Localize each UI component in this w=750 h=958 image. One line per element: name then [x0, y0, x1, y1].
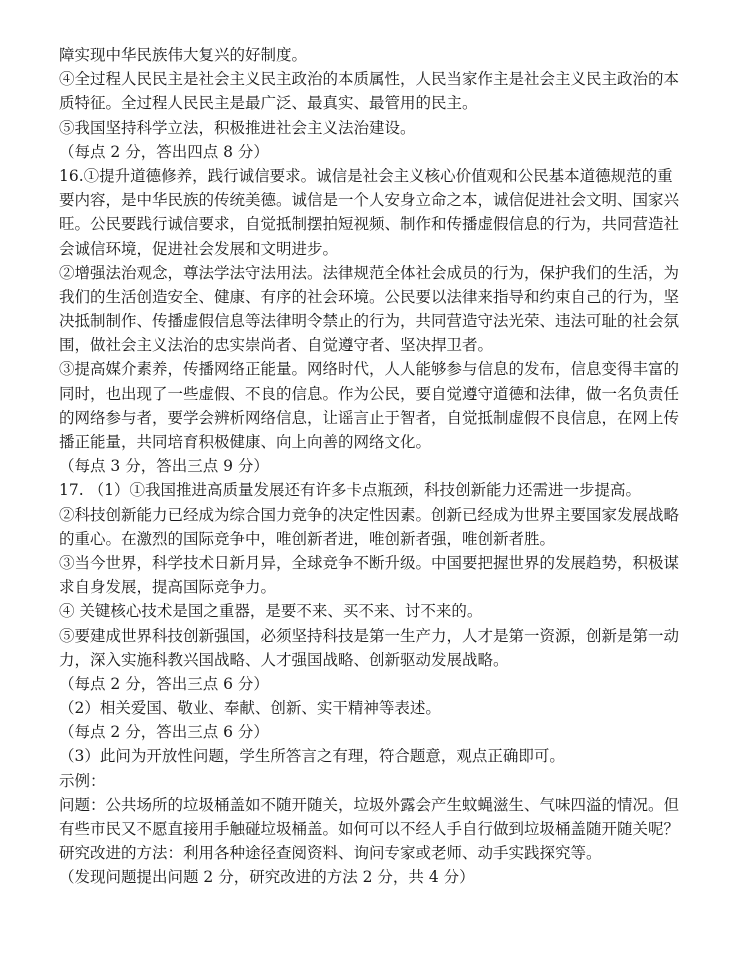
text-line: 的重心。在激烈的国际竞争中，唯创新者进，唯创新者强，唯创新者胜。	[59, 529, 556, 548]
text-line: 围，做社会主义法治的忠实崇尚者、自觉遵守者、坚决捍卫者。	[59, 336, 494, 355]
text-line: ④ 关键核心技术是国之重器，是要不来、买不来、讨不来的。	[59, 602, 483, 621]
text-line: 研究改进的方法：利用各种途径查阅资料、询问专家或老师、动手实践探究等。	[59, 844, 602, 863]
text-line: 同时，也出现了一些虚假、不良的信息。作为公民，要自觉遵守道德和法律，做一名负责任	[59, 384, 680, 403]
text-line: 旺。公民要践行诚信要求，自觉抵制摆拍短视频、制作和传播虚假信息的行为，共同营造社	[59, 215, 680, 234]
text-line: 决抵制制作、传播虚假信息等法律明令禁止的行为，共同营造守法光荣、违法可耻的社会氛	[59, 312, 680, 331]
text-line: 播正能量，共同培育积极健康、向上向善的网络文化。	[59, 433, 432, 451]
text-line: 有些市民又不愿直接用手触碰垃圾桶盖。如何可以不经人手自行做到垃圾桶盖随开随关呢？	[59, 820, 680, 838]
question-16-line: 16.①提升道德修养，践行诚信要求。诚信是社会主义核心价值观和公民基本道德规范的重	[59, 166, 673, 185]
text-line: ③提高媒介素养，传播网络正能量。网络时代，人人能够参与信息的发布，信息变得丰富的	[59, 360, 680, 379]
example-label: 示例：	[59, 771, 106, 790]
text-line: 力，深入实施科教兴国战略、人才强国战略、创新驱动发展战略。	[59, 650, 509, 669]
text-line: 的网络参与者，要学会辨析网络信息，让谣言止于智者，自觉抵制虚假不良信息，在网上传	[59, 408, 680, 427]
text-line: ⑤要建成世界科技创新强国，必须坚持科技是第一生产力，人才是第一资源，创新是第一动	[59, 626, 680, 645]
text-line: （3）此问为开放性问题，学生所答言之有理，符合题意，观点正确即可。	[59, 747, 565, 766]
score-note: （每点 3 分，答出三点 9 分）	[59, 457, 269, 476]
score-note: （每点 2 分，答出三点 6 分）	[59, 674, 269, 693]
score-note: （每点 2 分，答出三点 6 分）	[59, 723, 269, 742]
text-line: 障实现中华民族伟大复兴的好制度。	[59, 46, 308, 64]
text-line: 求自身发展，提高国际竞争力。	[59, 578, 277, 597]
text-line: ④全过程人民民主是社会主义民主政治的本质属性，人民当家作主是社会主义民主政治的本	[59, 70, 680, 89]
score-note: （发现问题提出问题 2 分，研究改进的方法 2 分，共 4 分）	[59, 868, 475, 887]
text-line: ②增强法治观念，尊法学法守法用法。法律规范全体社会成员的行为，保护我们的生活，为	[59, 263, 680, 282]
text-line: 质特征。全过程人民民主是最广泛、最真实、最管用的民主。	[59, 94, 478, 113]
score-note: （每点 2 分，答出四点 8 分）	[59, 142, 269, 161]
text-line: ②科技创新能力已经成为综合国力竞争的决定性因素。创新已经成为世界主要国家发展战略	[59, 505, 680, 524]
text-line: 要内容，是中华民族的传统美德。诚信是一个人安身立命之本，诚信促进社会文明、国家兴	[59, 191, 680, 210]
question-17-line: 17. （1）①我国推进高质量发展还有许多卡点瓶颈，科技创新能力还需进一步提高。	[59, 481, 641, 500]
text-line: 问题：公共场所的垃圾桶盖如不随开随关，垃圾外露会产生蚊蝇滋生、气味四溢的情况。但	[59, 795, 680, 814]
text-line: （2）相关爱国、敬业、奉献、创新、实干精神等表述。	[59, 699, 441, 718]
text-line: 我们的生活创造安全、健康、有序的社会环境。公民要以法律来指导和约束自己的行为，坚	[59, 287, 680, 306]
text-line: ⑤我国坚持科学立法，积极推进社会主义法治建设。	[59, 118, 416, 137]
text-line: ③当今世界，科学技术日新月异，全球竞争不断升级。中国要把握世界的发展趋势，积极谋	[59, 553, 680, 572]
text-line: 会诚信环境，促进社会发展和文明进步。	[59, 239, 339, 258]
